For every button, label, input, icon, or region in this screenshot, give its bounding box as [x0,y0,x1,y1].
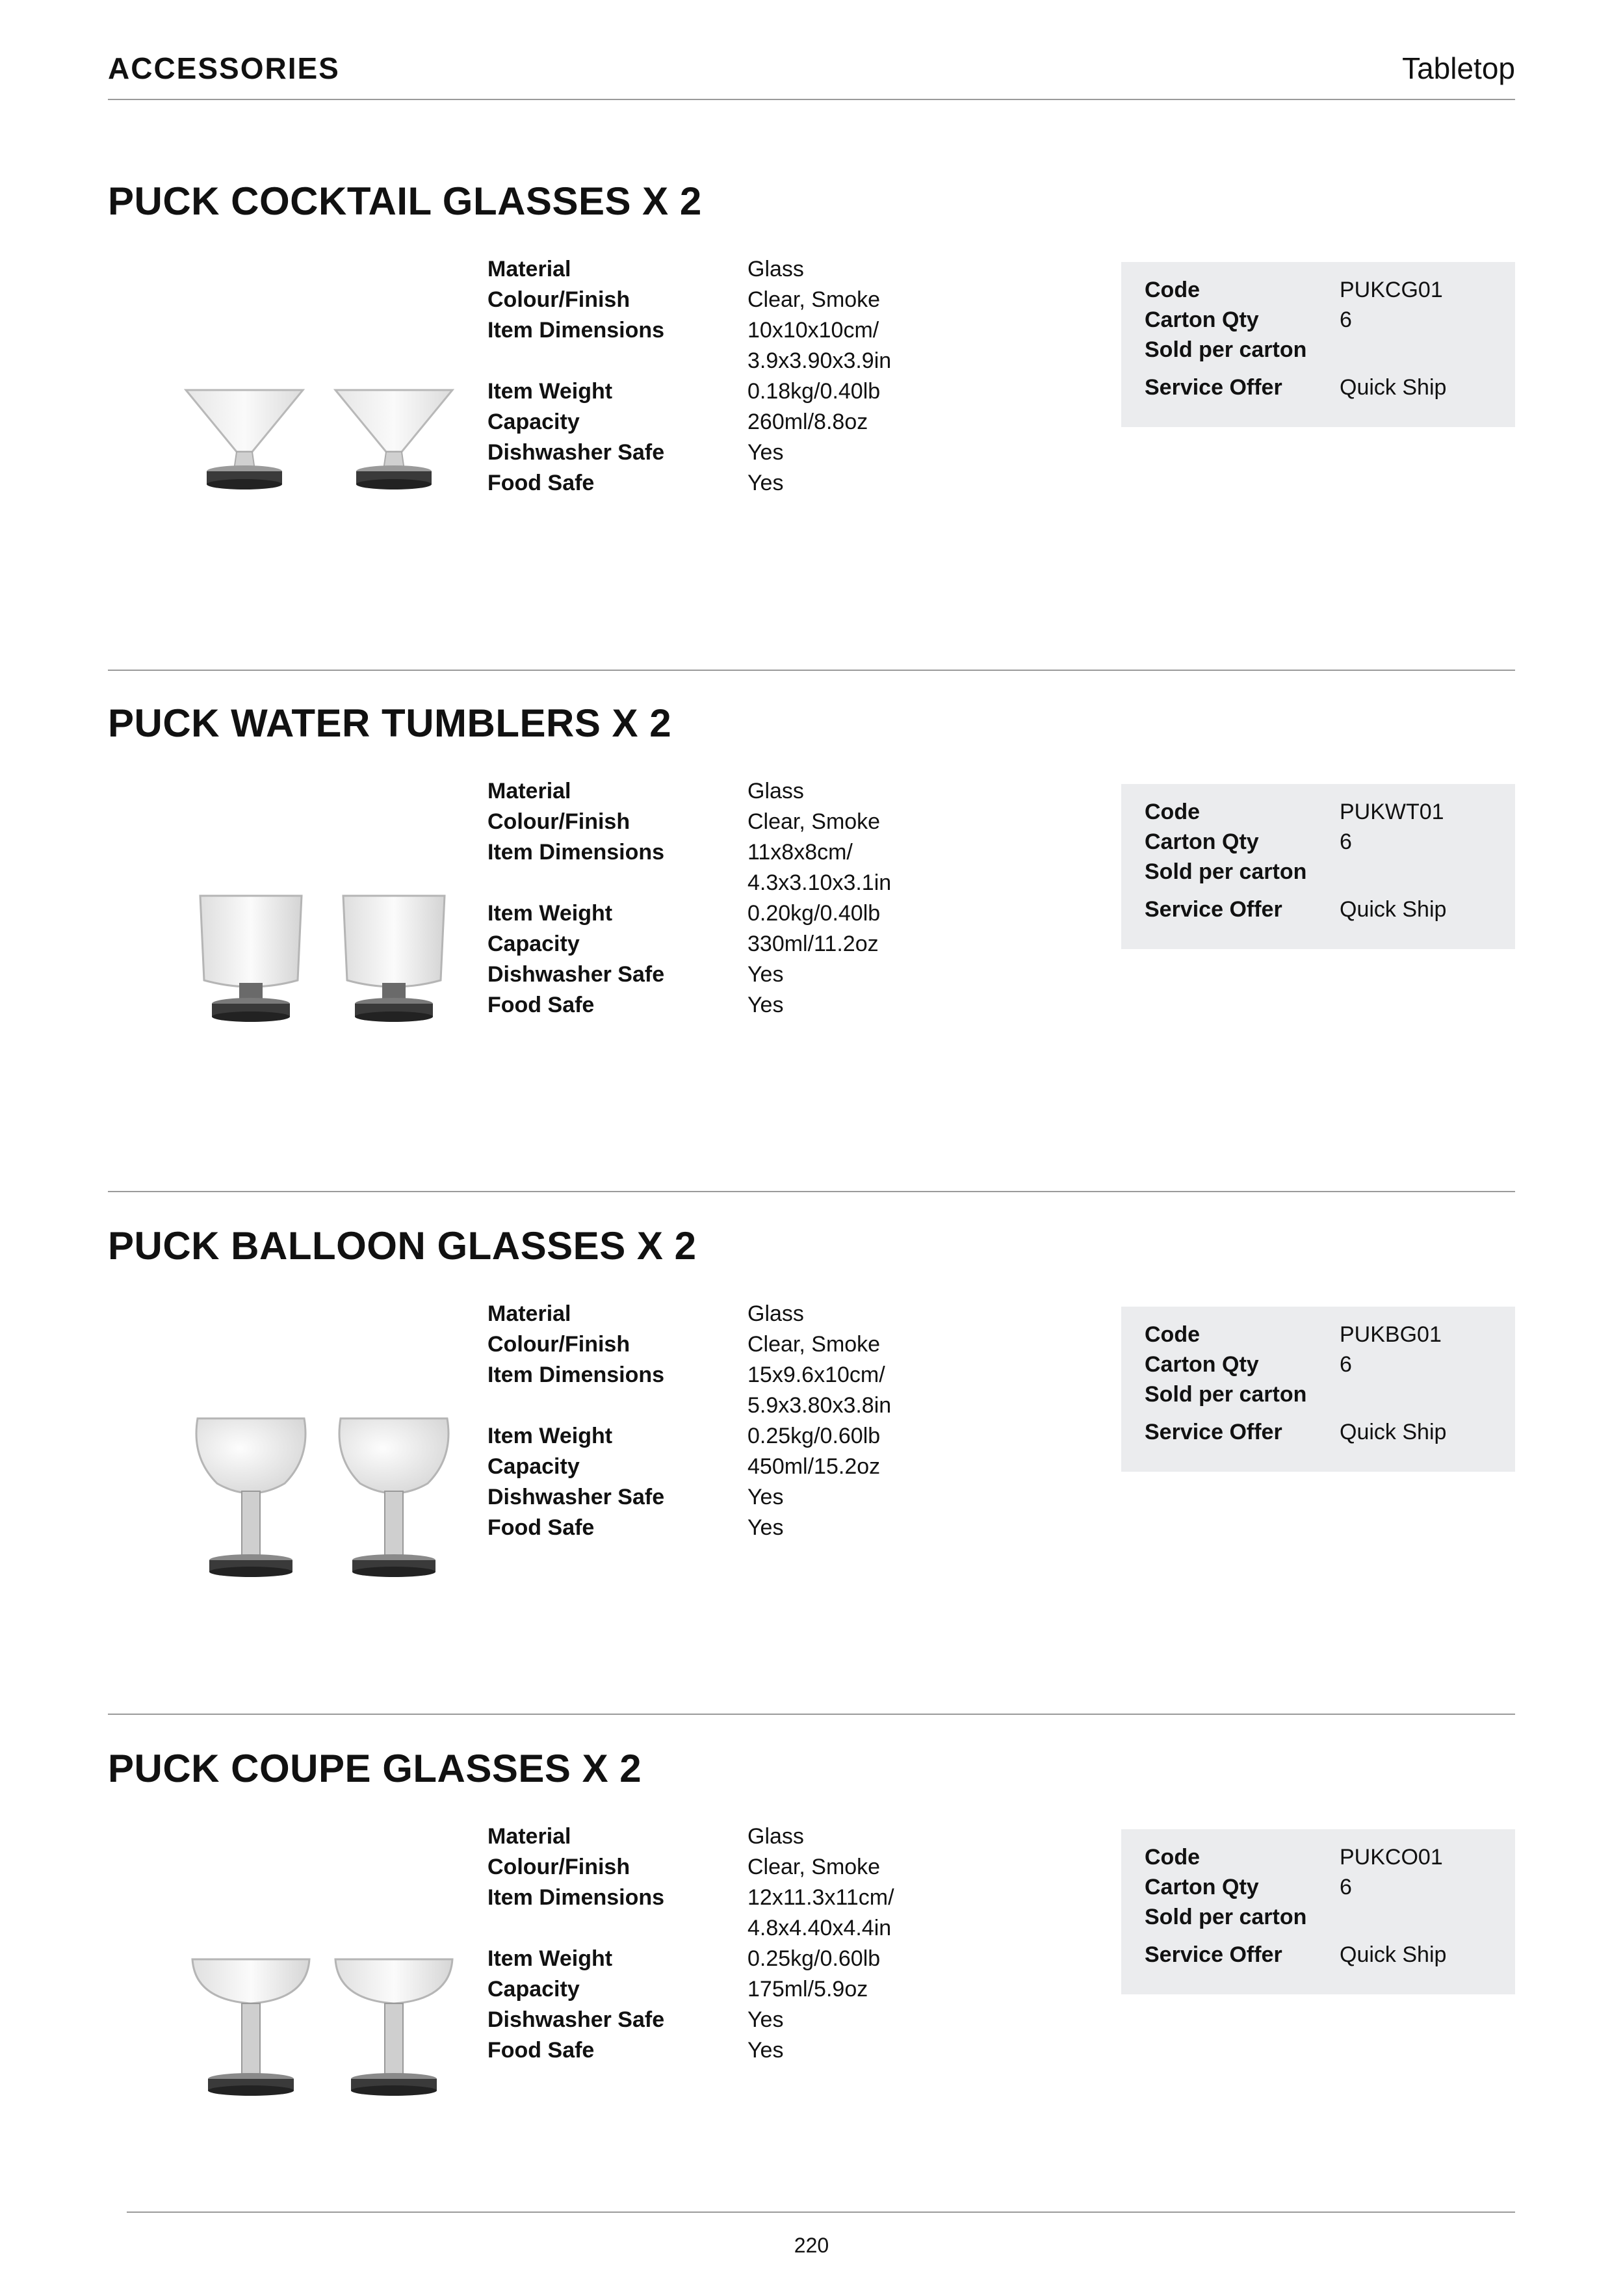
info-sold-per: Sold per carton [1145,1905,1307,1929]
section-divider [108,670,1515,671]
spec-colour: Colour/Finish Clear, Smoke [487,809,881,834]
cocktail-glasses-icon [140,276,504,549]
header-category: Tabletop [1402,51,1515,85]
spec-material: Material Glass [487,257,804,281]
spec-colour: Colour/Finish Clear, Smoke [487,1855,881,1879]
spec-dimensions: Item Dimensions 11x8x8cm/ [487,840,853,865]
product-title: PUCK WATER TUMBLERS X 2 [108,701,672,745]
order-info-box [1121,784,1515,949]
spec-capacity: Capacity 260ml/8.8oz [487,410,868,434]
page-number: 220 [794,2234,829,2257]
spec-weight: Item Weight 0.20kg/0.40lb [487,901,881,926]
section-divider [108,1714,1515,1715]
spec-colour: Colour/Finish Clear, Smoke [487,287,881,312]
product-section-cocktail [108,179,1515,582]
spec-weight: Item Weight 0.25kg/0.60lb [487,1946,881,1971]
spec-dimensions-in: 4.3x3.10x3.1in [747,870,892,895]
info-sold-per: Sold per carton [1145,1382,1307,1407]
spec-food-safe: Food Safe Yes [487,993,784,1017]
spec-list [487,254,891,499]
info-service: Service Offer Quick Ship [1145,1420,1447,1444]
order-info-box [1121,1307,1515,1472]
spec-dimensions: Item Dimensions 10x10x10cm/ [487,318,879,343]
spec-capacity: Capacity 330ml/11.2oz [487,932,879,956]
product-title: PUCK COUPE GLASSES X 2 [108,1747,642,1790]
info-carton-qty: Carton Qty 6 [1145,307,1352,332]
info-carton-qty: Carton Qty 6 [1145,1875,1352,1899]
info-code: Code PUKCO01 [1145,1845,1443,1870]
info-service: Service Offer Quick Ship [1145,1942,1447,1967]
section-divider [108,1191,1515,1192]
info-sold-per: Sold per carton [1145,859,1307,884]
spec-material: Material Glass [487,779,804,803]
spec-material: Material Glass [487,1301,804,1326]
header-divider [108,99,1515,100]
info-code: Code PUKWT01 [1145,800,1444,824]
info-service: Service Offer Quick Ship [1145,897,1447,922]
spec-dimensions-in: 5.9x3.80x3.8in [747,1393,892,1418]
balloon-glasses-icon [140,1321,504,1594]
spec-list [487,776,891,1021]
info-sold-per: Sold per carton [1145,337,1307,362]
product-section-balloon [108,1223,1515,1626]
info-carton-qty: Carton Qty 6 [1145,1352,1352,1377]
info-code: Code PUKCG01 [1145,278,1443,302]
order-info-box [1121,1829,1515,1994]
spec-dimensions-in: 3.9x3.90x3.9in [747,348,892,373]
product-title: PUCK COCKTAIL GLASSES X 2 [108,179,702,223]
spec-material: Material Glass [487,1824,804,1849]
water-tumblers-icon [140,798,504,1071]
spec-dishwasher: Dishwasher Safe Yes [487,440,784,465]
product-section-coupe [108,1746,1515,2149]
spec-colour: Colour/Finish Clear, Smoke [487,1332,881,1357]
spec-dimensions-in: 4.8x4.40x4.4in [747,1916,892,1940]
product-section-tumblers [108,701,1515,1104]
info-carton-qty: Carton Qty 6 [1145,829,1352,854]
spec-list [487,1821,894,2066]
info-code: Code PUKBG01 [1145,1322,1442,1347]
order-info-box [1121,262,1515,427]
spec-list [487,1299,891,1543]
coupe-glasses-icon [140,1844,504,2117]
spec-dishwasher: Dishwasher Safe Yes [487,1485,784,1509]
spec-dishwasher: Dishwasher Safe Yes [487,962,784,987]
info-service: Service Offer Quick Ship [1145,375,1447,400]
spec-weight: Item Weight 0.25kg/0.60lb [487,1424,881,1448]
spec-dimensions: Item Dimensions 15x9.6x10cm/ [487,1363,885,1387]
spec-dishwasher: Dishwasher Safe Yes [487,2007,784,2032]
footer-divider [127,2211,1515,2213]
product-title: PUCK BALLOON GLASSES X 2 [108,1224,697,1268]
spec-capacity: Capacity 450ml/15.2oz [487,1454,881,1479]
spec-food-safe: Food Safe Yes [487,2038,784,2063]
spec-food-safe: Food Safe Yes [487,1515,784,1540]
spec-dimensions: Item Dimensions 12x11.3x11cm/ [487,1885,894,1910]
spec-capacity: Capacity 175ml/5.9oz [487,1977,868,2002]
spec-food-safe: Food Safe Yes [487,471,784,495]
header-section-title: ACCESSORIES [108,51,340,85]
spec-weight: Item Weight 0.18kg/0.40lb [487,379,881,404]
